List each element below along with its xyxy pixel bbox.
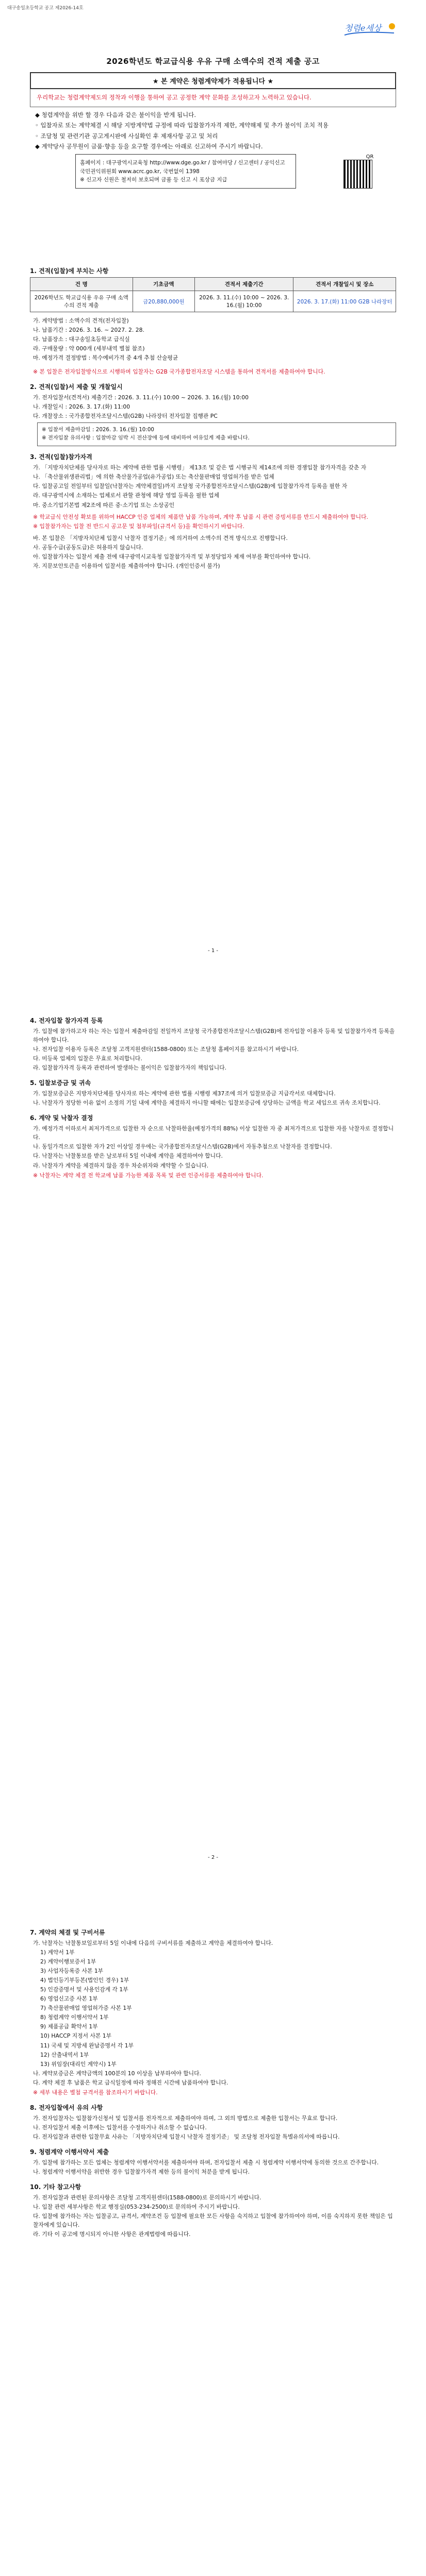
detail-line: 마. 예정가격 결정방법 : 복수예비가격 중 4개 추첨 산술평균: [33, 354, 178, 362]
detail-line: 라. 구매물량 : 약 000개 (세부내역 별첨 참조): [33, 345, 145, 352]
detail-line: 가. 입찰에 참가하는 모든 업체는 청렴계약 이행서약서를 제출하여야 하며, 전자입찰서 제출 시 청렴계약 이행서약에 동의한 것으로 간주합니다.: [33, 2159, 379, 2166]
detail-line: 라. 대구광역시에 소재하는 업체로서 관할 관청에 해당 영업 등록을 필한 업체: [33, 492, 220, 499]
detail-line: 나. 전자입찰 이용자 등록은 조달청 고객지원센터(1588-0800) 또는 조달청 홈페이지를 참고하시기 바랍니다.: [33, 1046, 299, 1053]
red-note: ※ 학교급식 안전성 확보를 위하여 HACCP 인증 업체의 제품만 납품 가능하며, 계약 후 납품 시 관련 증빙서류를 반드시 제출하여야 합니다.: [33, 513, 368, 520]
bullet-item: ◆ 계약당사 공무원이 금품·향응 등을 요구할 경우에는 아래로 신고하여 주시기 바랍니다.: [35, 142, 263, 150]
section-heading: 4. 전자입찰 참가자격 등록: [30, 1017, 103, 1024]
section-heading: 8. 전자입찰에서 유의 사항: [30, 2104, 103, 2111]
deadline-box: [37, 422, 396, 446]
detail-line: 다. 납품장소 : 대구송일초등학교 급식실: [33, 336, 130, 343]
detail-line: 바. 본 입찰은 「지방자치단체 입찰시 낙찰자 결정기준」에 의거하여 소액수의 견적 방식으로 진행합니다.: [33, 534, 288, 541]
doc-item: 10) HACCP 지정서 사본 1부: [40, 2032, 112, 2040]
detail-line: 나. 입찰 관련 세부사항은 학교 행정실(053-234-2500)로 문의하여 주시기 바랍니다.: [33, 2204, 240, 2211]
page-number: - 2 -: [208, 1855, 218, 1860]
table-header: 기초금액: [133, 278, 195, 291]
doc-item: 3) 사업자등록증 사본 1부: [40, 1968, 104, 1975]
detail-line: 나. 전자입찰서 제출 이후에는 입찰서를 수정하거나 취소할 수 없습니다.: [33, 2124, 207, 2131]
detail-line: 나. 개찰일시 : 2026. 3. 17.(화) 11:00: [33, 403, 130, 411]
detail-line: 가. 전자입찰서(견적서) 제출기간 : 2026. 3. 11.(수) 10:00 ~ 2026. 3. 16.(월) 10:00: [33, 394, 249, 401]
detail-line: 나. 동일가격으로 입찰한 자가 2인 이상일 경우에는 국가종합전자조달시스템(G2B)에서 자동추첨으로 낙찰자를 결정합니다.: [33, 1143, 332, 1150]
table-cell: 금20,880,000원: [133, 291, 195, 312]
detail-line: 다. 계약 체결 후 납품은 학교 급식일정에 따라 정해진 시간에 납품하여야 합니다.: [33, 2079, 228, 2086]
table-header: 견적서 개찰일시 및 장소: [293, 278, 396, 291]
doc-item: 13) 위임장(대리인 계약시) 1부: [40, 2060, 117, 2067]
section-heading: 10. 기타 참고사항: [30, 2183, 81, 2191]
box-line: ※ 입찰서 제출마감일 : 2026. 3. 16.(월) 10:00: [42, 427, 154, 433]
detail-line: 아. 입찰참가자는 입찰서 제출 전에 대구광역시교육청 입찰참가자격 및 부정당업자 제재 여부를 확인하여야 합니다.: [33, 553, 311, 560]
detail-line: 나. 「축산물위생관리법」에 의한 축산물가공업(유가공업) 또는 축산물판매업 영업허가를 받은 업체: [33, 473, 274, 481]
red-note: ※ 세부 내용은 별첨 규격서를 참조하시기 바랍니다.: [33, 2089, 158, 2096]
doc-item: 5) 인감증명서 및 사용인감계 각 1부: [40, 1986, 128, 1993]
section-heading: 3. 견적(입찰)참가자격: [30, 453, 92, 461]
detail-line: 라. 기타 이 공고에 명시되지 아니한 사항은 관계법령에 따릅니다.: [33, 2231, 191, 2238]
report-line: 홈페이지 : 대구광역시교육청 http://www.dge.go.kr / 참여마당 / 신고센터 / 공익신고: [80, 160, 285, 166]
detail-line: 다. 입찰공고일 전일부터 입찰일(낙찰자는 계약체결일)까지 조달청 국가종합전자조달시스템(G2B)에 입찰참가자격 등록을 필한 자: [33, 483, 348, 490]
doc-item: 7) 축산물판매업 영업허가증 사본 1부: [40, 2005, 132, 2012]
bullet-item: ◆ 청렴계약을 위반 할 경우 다음과 같은 불이익을 받게 됩니다.: [35, 111, 196, 118]
detail-line: 가. 「지방자치단체를 당사자로 하는 계약에 관한 법률 시행령」 제13조 및 같은 법 시행규칙 제14조에 의한 경쟁입찰 참가자격을 갖춘 자: [33, 464, 367, 471]
report-line: ※ 신고자 신원은 철저히 보호되며 금품 등 신고 시 포상금 지급: [80, 176, 227, 183]
doc-item: 11) 국세 및 지방세 완납증명서 각 1부: [40, 2042, 134, 2049]
bullet-item: ◦ 조달청 및 관련기관 공고게시판에 사실확인 후 제재사항 공고 및 처리: [35, 132, 218, 140]
detail-line: 나. 계약보증금은 계약금액의 100분의 10 이상을 납부하여야 합니다.: [33, 2070, 201, 2077]
bullet-list: [35, 110, 396, 151]
logo-text: 청렴e세상: [345, 23, 382, 33]
detail-line: 라. 입찰참가자격 등록과 관련하여 발생하는 불이익은 입찰참가자의 책임입니다.: [33, 1064, 227, 1072]
detail-line: 다. 개찰장소 : 국가종합전자조달시스템(G2B) 나라장터 전자입찰 집행관 PC: [33, 413, 218, 420]
doc-item: 2) 계약이행보증서 1부: [40, 1958, 96, 1965]
page-number: - 1 -: [208, 948, 218, 954]
detail-line: 나. 낙찰자가 정당한 이유 없이 소정의 기일 내에 계약을 체결하지 아니할 때에는 입찰보증금에 상당하는 금액을 학교 세입으로 귀속 조치합니다.: [33, 1099, 381, 1107]
detail-line: 가. 전자입찰과 관련된 문의사항은 조달청 고객지원센터(1588-0800)로 문의하시기 바랍니다.: [33, 2194, 261, 2201]
qr-label: QR: [366, 154, 374, 160]
integrity-logo: [342, 21, 399, 38]
table-header: 건 명: [30, 278, 133, 291]
detail-line: 가. 계약방법 : 소액수의 견적(전자입찰): [33, 317, 129, 324]
integrity-logo-icon: [342, 21, 399, 38]
report-info-box: [75, 154, 296, 189]
section-heading: 5. 입찰보증금 및 귀속: [30, 1079, 91, 1087]
red-note: ※ 낙찰자는 계약 체결 전 학교에 납품 가능한 제품 목록 및 관련 인증서류를 제출하여야 합니다.: [33, 1172, 264, 1179]
section-heading: 9. 청렴계약 이행서약서 제출: [30, 2148, 109, 2156]
detail-line: 사. 공동수급(공동도급)은 허용하지 않습니다.: [33, 544, 143, 551]
table-row: [30, 291, 396, 312]
detail-line: 가. 낙찰자는 낙찰통보일로부터 5일 이내에 다음의 구비서류를 제출하고 계약을 체결하여야 합니다.: [33, 1940, 273, 1946]
table-cell: 2026학년도 학교급식용 우유 구매 소액수의 견적 제출: [30, 291, 133, 312]
notice-heading: ★ 본 계약은 청렴계약제가 적용됩니다 ★: [30, 72, 396, 89]
detail-line: 가. 예정가격 이하로서 최저가격으로 입찰한 자 순으로 낙찰하한율(예정가격의 88%) 이상 입찰한 자 중 최저가격으로 입찰한 자를 낙찰자로 결정합니다.: [33, 1125, 394, 1141]
section-heading: 6. 계약 및 낙찰자 결정: [30, 1114, 93, 1122]
detail-line: 다. 전자입찰과 관련한 입찰무효 사유는 「지방자치단체 입찰시 낙찰자 결정기준」 및 조달청 전자입찰 특별유의서에 따릅니다.: [33, 2133, 340, 2140]
doc-item: 6) 영업신고증 사본 1부: [40, 1995, 98, 2003]
section-heading: 1. 견적(입찰)에 부치는 사항: [30, 267, 109, 275]
detail-line: 다. 입찰에 참가하는 자는 입찰공고, 규격서, 계약조건 등 입찰에 필요한 모든 사항을 숙지하고 입찰에 참가하여야 하며, 이를 숙지하지 못한 책임은 입찰자에게 있습니다.: [33, 2213, 393, 2229]
bullet-item: ◦ 입찰자로 또는 계약체결 시 해당 지방계약법 규정에 따라 입찰참가자격 제한, 계약해제 및 추가 불이익 조치 적용: [35, 122, 329, 129]
doc-item: 12) 산출내역서 1부: [40, 2051, 89, 2058]
report-line: 국민권익위원회 www.acrc.go.kr, 국번없이 1398: [80, 168, 200, 175]
doc-item: 4) 법인등기부등본(법인인 경우) 1부: [40, 1977, 129, 1984]
doc-item: 1) 계약서 1부: [40, 1949, 75, 1956]
detail-line: 나. 납품기간 : 2026. 3. 16. ~ 2027. 2. 28.: [33, 327, 144, 334]
table-header: 견적서 제출기간: [195, 278, 293, 291]
detail-line: 다. 미등록 업체의 입찰은 무효로 처리합니다.: [33, 1055, 142, 1062]
box-line: ※ 전자입찰 유의사항 : 입찰마감 임박 시 전산장애 등에 대비하여 여유있게 제출 바랍니다.: [42, 435, 250, 442]
table-cell: 2026. 3. 17.(화) 11:00 G2B 나라장터: [293, 291, 396, 312]
red-note: ※ 입찰참가자는 입찰 전 반드시 공고문 및 첨부파일(규격서 등)을 확인하시기 바랍니다.: [33, 522, 244, 530]
section-heading: 7. 계약의 체결 및 구비서류: [30, 1929, 105, 1936]
notice-body: 우리학교는 청렴계약제도의 정착과 이행을 통하여 공고 공정한 계약 문화를 조성하고자 노력하고 있습니다.: [30, 89, 396, 107]
section-heading: 2. 견적(입찰)서 제출 및 개찰일시: [30, 383, 123, 391]
detail-line: 가. 입찰에 참가하고자 하는 자는 입찰서 제출마감일 전일까지 조달청 국가종합전자조달시스템(G2B)에 전자입찰 이용자 등록 및 입찰참가자격 등록을 하여야 합니다.: [33, 1028, 395, 1044]
qr-code[interactable]: [343, 160, 372, 189]
page-title: 2026학년도 학교급식용 우유 구매 소액수의 견적 제출 공고: [106, 57, 320, 66]
table-cell: 2026. 3. 11.(수) 10:00 ~ 2026. 3. 16.(월) 10:00: [195, 291, 293, 312]
red-note: ※ 본 입찰은 전자입찰방식으로 시행하며 입찰자는 G2B 국가종합전자조달 시스템을 통하여 견적서를 제출하여야 합니다.: [33, 368, 325, 376]
detail-line: 나. 청렴계약 이행서약을 위반한 경우 입찰참가자격 제한 등의 불이익 처분을 받게 됩니다.: [33, 2168, 250, 2175]
doc-item: 9) 제품공급 확약서 1부: [40, 2023, 98, 2030]
detail-line: 라. 낙찰자가 계약을 체결하지 않을 경우 차순위자와 계약할 수 있습니다.: [33, 1162, 209, 1169]
detail-line: 마. 중소기업기본법 제2조에 따른 중·소기업 또는 소상공인: [33, 501, 175, 509]
detail-line: 가. 입찰보증금은 지방자치단체를 당사자로 하는 계약에 관한 법률 시행령 제37조에 의거 입찰보증금 지급각서로 대체합니다.: [33, 1090, 336, 1097]
detail-line: 다. 낙찰자는 낙찰통보를 받은 날로부터 5일 이내에 계약을 체결하여야 합니다.: [33, 1153, 223, 1160]
bid-table: [30, 277, 396, 312]
doc-item: 8) 청렴계약 이행서약서 1부: [40, 2014, 109, 2021]
document-number: 대구송일초등학교 공고 제2026-14호: [7, 6, 84, 11]
detail-line: 자. 지문보안토큰을 이용하여 입찰서를 제출하여야 합니다. (개인인증서 불가): [33, 562, 220, 569]
detail-line: 가. 전자입찰자는 입찰참가신청서 및 입찰서를 전자적으로 제출하여야 하며, 그 외의 방법으로 제출한 입찰서는 무효로 합니다.: [33, 2114, 338, 2122]
